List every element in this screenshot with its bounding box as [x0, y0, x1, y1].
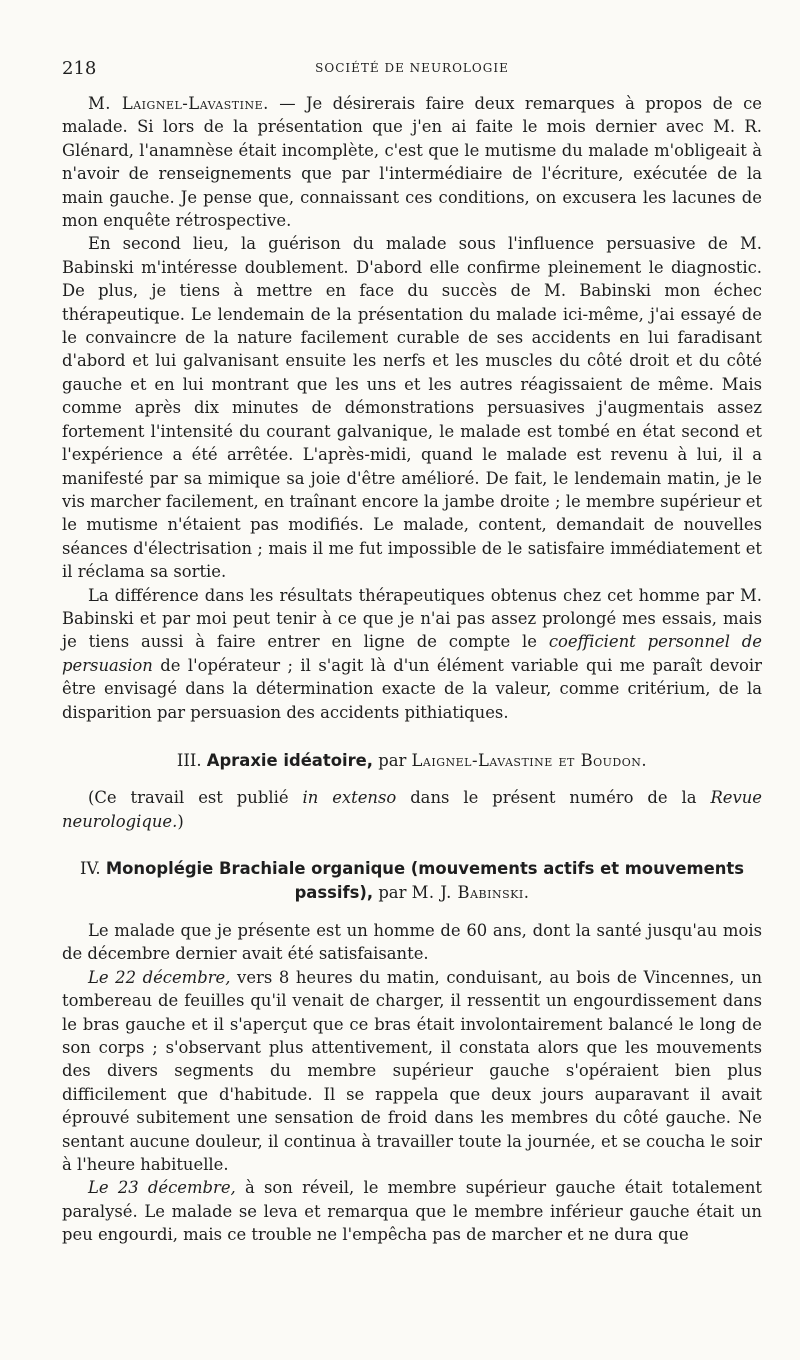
paragraph-patient-intro: [62, 919, 762, 966]
note-text: (Ce travail est publié: [88, 788, 303, 808]
paragraph-text: vers 8 heures du matin, conduisant, au bois de Vincennes, un tombereau de feuilles qu'il venait de charger, il ressentit un engourdissement dans le bras gauche et il s'aperçut que ce bras était involontairement balancé le long de son corps ; s'observant plus attentivement, il constata alors que les mouvements des divers segments du membre supérieur gauche s'opéraient bien plus difficilement que d'habitude. Il se rappela que deux jours auparavant il avait éprouvé subitement une sensation de froid dans les membres du côté gauche. Ne sentant aucune douleur, il continua à travailler toute la journée, et se coucha le soir à l'heure habituelle.: [62, 967, 762, 1175]
journal-name: Revue neurologique.: [62, 788, 763, 831]
section-title: Monoplégie Brachiale organique (mouvements actifs et mouvements passifs),: [105, 859, 744, 902]
date-phrase: Le 22 décembre,: [88, 967, 231, 987]
paragraph-text: à son réveil, le membre supérieur gauche était totalement paralysé. Le malade se leva et remarqua que le membre inférieur gauche était un peu engourdi, mais ce trouble ne l'empêcha pas de marcher et ne dura que: [62, 1178, 762, 1245]
paragraph-laignel-remarks: [62, 92, 762, 232]
section-number: III.: [176, 750, 202, 770]
section-heading-monoplegie: [62, 857, 762, 904]
paragraph-text: — Je désirerais faire deux remarques à propos de ce malade. Si lors de la présentation que j'en ai faite le mois dernier avec M. R. Glénard, l'anamnèse était incomplète, c'est que le mutisme du malade m'obligeait à n'avoir de renseignements que par l'intermédiaire de l'écriture, exécutée de la main gauche. Je pense que, connaissant ces conditions, on excusera les lacunes de mon enquête rétrospective.: [62, 94, 763, 231]
section-title: Apraxie idéatoire,: [206, 750, 374, 770]
date-phrase: Le 23 décembre,: [88, 1178, 236, 1198]
section-by: par: [373, 750, 412, 770]
note-italic: in extenso: [302, 788, 397, 808]
note-text: ): [177, 811, 184, 831]
paragraph-text: Le malade que je présente est un homme de 60 ans, dont la santé jusqu'au mois de décembre dernier avait été satisfaisante.: [62, 921, 762, 964]
section-authors: M. J. Babinski.: [411, 882, 530, 902]
publication-note: [62, 786, 762, 833]
section-heading-apraxie: [62, 749, 762, 772]
speaker-name: M. Laignel-Lavastine.: [88, 94, 269, 113]
section-authors: Laignel-Lavastine et Boudon.: [411, 750, 648, 770]
note-text: dans le présent numéro de la: [396, 788, 711, 808]
paragraph-therapeutic-difference: [62, 584, 762, 724]
page-number: 218: [62, 58, 97, 79]
paragraph-23-december: [62, 1176, 762, 1246]
paragraph-text: La différence dans les résultats thérapeutiques obtenus chez cet homme par M. Babinski et par moi peut tenir à ce que je n'ai pas assez prolongé mes essais, mais je tiens aussi à faire entrer en ligne de compte le: [62, 585, 762, 652]
section-by: par: [373, 882, 412, 902]
paragraph-text: En second lieu, la guérison du malade sous l'influence persuasive de M. Babinski m'intéresse doublement. D'abord elle confirme pleinement le diagnostic. De plus, je tiens à mettre en face du succès de M. Babinski mon échec thérapeutique. Le lendemain de la présentation du malade ici-même, j'ai essayé de le convaincre de la nature facilement curable de ses accidents en lui faradisant d'abord et lui galvanisant ensuite les nerfs et les muscles du côté droit et du côté gauche et en lui montrant que les uns et les autres réagissaient de même. Mais comme après dix minutes de démonstrations persuasives j'augmentais assez fortement l'intensité du courant galvanique, le malade est tombé en état second et l'expérience a été arrêtée. L'après-midi, quand le malade est revenu à lui, il a manifesté par sa mimique sa joie d'être amélioré. De fait, le lendemain matin, je le vis marcher facilement, en traînant encore la jambe droite ; le membre supérieur et le mutisme n'étaient pas modifiés. Le malade, content, demandait de nouvelles séances d'électrisation ; mais il me fut impossible de le satisfaire immédiatement et il réclama sa sortie.: [62, 234, 762, 582]
page-header: [62, 58, 762, 82]
paragraph-22-december: [62, 966, 762, 1177]
running-title: SOCIÉTÉ DE NEUROLOGIE: [315, 61, 509, 75]
section-number: IV.: [79, 859, 101, 879]
paragraph-second-point: [62, 232, 762, 583]
italic-phrase: coefficient personnel de persuasion: [62, 632, 763, 675]
paragraph-text: de l'opérateur ; il s'agit là d'un élément variable qui me paraît devoir être envisagé dans la détermination exacte de la valeur, comme critérium, de la disparition par persuasion des accidents pithiatiques.: [62, 655, 762, 722]
article-body: [62, 92, 762, 1247]
